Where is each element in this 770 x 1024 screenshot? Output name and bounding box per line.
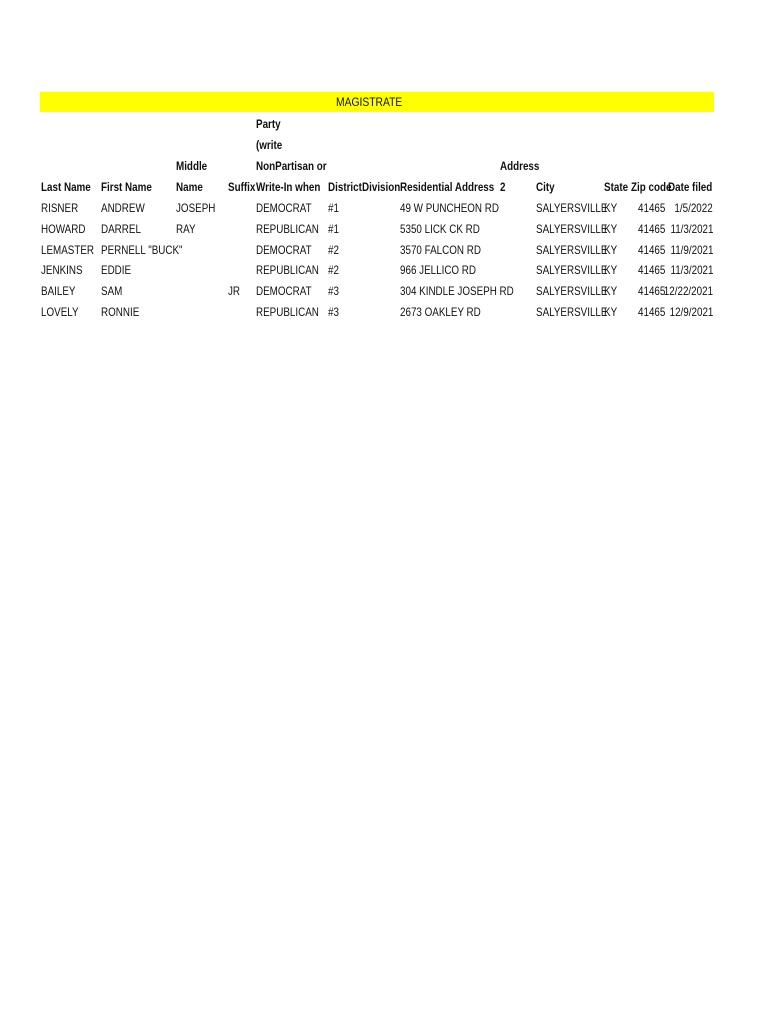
cell-party: DEMOCRAT	[256, 201, 312, 215]
header-line: District	[328, 180, 362, 194]
cell-state: KY	[604, 221, 618, 236]
header-line: Last Name	[41, 180, 91, 194]
title-banner	[40, 92, 714, 112]
table-row	[0, 240, 770, 261]
cell-zip: 41465	[637, 263, 665, 278]
cell-state: KY	[604, 263, 618, 278]
cell-zip: 41465	[637, 305, 665, 319]
cell-state: KY	[604, 242, 618, 257]
cell-first-name: SAM	[101, 284, 123, 299]
cell-residential-address: 49 W PUNCHEON RD	[400, 201, 499, 215]
header-line: City	[536, 180, 555, 194]
header-line: Zip code	[631, 180, 672, 194]
cell-date-filed: 1/5/2022	[674, 201, 713, 215]
cell-zip: 41465	[637, 242, 665, 257]
header-zip	[631, 112, 671, 198]
cell-district: #1	[328, 221, 339, 236]
table-row	[0, 302, 770, 323]
cell-residential-address: 2673 OAKLEY RD	[400, 305, 481, 319]
header-line: Suffix	[228, 180, 256, 194]
header-suffix	[228, 112, 255, 198]
cell-last-name: LOVELY	[41, 305, 79, 319]
cell-district: #2	[328, 242, 339, 257]
cell-first-name: DARREL	[101, 221, 141, 236]
cell-first-name: PERNELL "BUCK"	[101, 242, 183, 257]
header-line: Division	[362, 180, 401, 194]
header-line: State	[604, 180, 629, 194]
cell-last-name: LEMASTER	[41, 242, 95, 257]
cell-residential-address: 3570 FALCON RD	[400, 242, 481, 257]
header-line: Middle	[176, 159, 208, 173]
header-line: (write	[256, 138, 283, 152]
header-residential-address	[400, 112, 494, 198]
cell-suffix: JR	[228, 284, 241, 299]
cell-zip: 41465	[637, 284, 665, 299]
header-middle-name	[176, 112, 207, 198]
cell-state: KY	[604, 284, 618, 299]
cell-district: #3	[328, 284, 339, 299]
header-line: Party	[256, 117, 281, 131]
table-row	[0, 281, 770, 302]
cell-middle-name: RAY	[176, 221, 196, 236]
header-line: Residential Address	[400, 180, 495, 194]
cell-residential-address: 5350 LICK CK RD	[400, 221, 480, 236]
cell-date-filed: 12/22/2021	[663, 284, 713, 299]
header-district	[328, 112, 362, 198]
table-row	[0, 260, 770, 281]
cell-last-name: JENKINS	[41, 263, 83, 278]
cell-zip: 41465	[637, 221, 665, 236]
header-line: Name	[176, 180, 203, 194]
cell-first-name: EDDIE	[101, 263, 132, 278]
header-line: Date filed	[668, 180, 713, 194]
header-first-name	[101, 112, 152, 198]
table-row	[0, 198, 770, 219]
header-line: Write-In when	[256, 180, 321, 194]
cell-city: SALYERSVILLE	[536, 221, 608, 236]
header-line: Address	[500, 159, 540, 173]
cell-city: SALYERSVILLE	[536, 284, 608, 299]
cell-district: #2	[328, 263, 339, 278]
table-row	[0, 219, 770, 240]
cell-date-filed: 12/9/2021	[669, 305, 713, 319]
header-address2	[500, 112, 539, 198]
cell-last-name: BAILEY	[41, 284, 76, 299]
cell-middle-name: JOSEPH	[176, 201, 216, 215]
cell-last-name: RISNER	[41, 201, 79, 215]
cell-party: DEMOCRAT	[256, 284, 312, 299]
cell-district: #3	[328, 305, 339, 319]
header-party	[256, 112, 327, 198]
cell-state: KY	[604, 201, 618, 215]
header-date-filed	[668, 112, 712, 198]
header-city	[536, 112, 555, 198]
cell-last-name: HOWARD	[41, 221, 86, 236]
cell-district: #1	[328, 201, 339, 215]
banner-title: MAGISTRATE	[336, 95, 403, 109]
cell-party: REPUBLICAN	[256, 263, 319, 278]
cell-first-name: RONNIE	[101, 305, 140, 319]
cell-date-filed: 11/9/2021	[669, 242, 713, 257]
cell-residential-address: 304 KINDLE JOSEPH RD	[400, 284, 514, 299]
cell-residential-address: 966 JELLICO RD	[400, 263, 477, 278]
cell-city: SALYERSVILLE	[536, 305, 608, 319]
header-division	[362, 112, 400, 198]
cell-party: REPUBLICAN	[256, 221, 319, 236]
cell-state: KY	[604, 305, 618, 319]
cell-city: SALYERSVILLE	[536, 263, 608, 278]
cell-zip: 41465	[637, 201, 665, 215]
header-line: NonPartisan or	[256, 159, 327, 173]
header-line: 2	[500, 180, 506, 194]
header-state	[604, 112, 628, 198]
header-line: First Name	[101, 180, 152, 194]
cell-city: SALYERSVILLE	[536, 201, 608, 215]
header-last-name	[41, 112, 91, 198]
cell-date-filed: 11/3/2021	[669, 263, 713, 278]
cell-date-filed: 11/3/2021	[669, 221, 713, 236]
cell-party: REPUBLICAN	[256, 305, 319, 319]
cell-first-name: ANDREW	[101, 201, 145, 215]
cell-party: DEMOCRAT	[256, 242, 312, 257]
cell-city: SALYERSVILLE	[536, 242, 608, 257]
